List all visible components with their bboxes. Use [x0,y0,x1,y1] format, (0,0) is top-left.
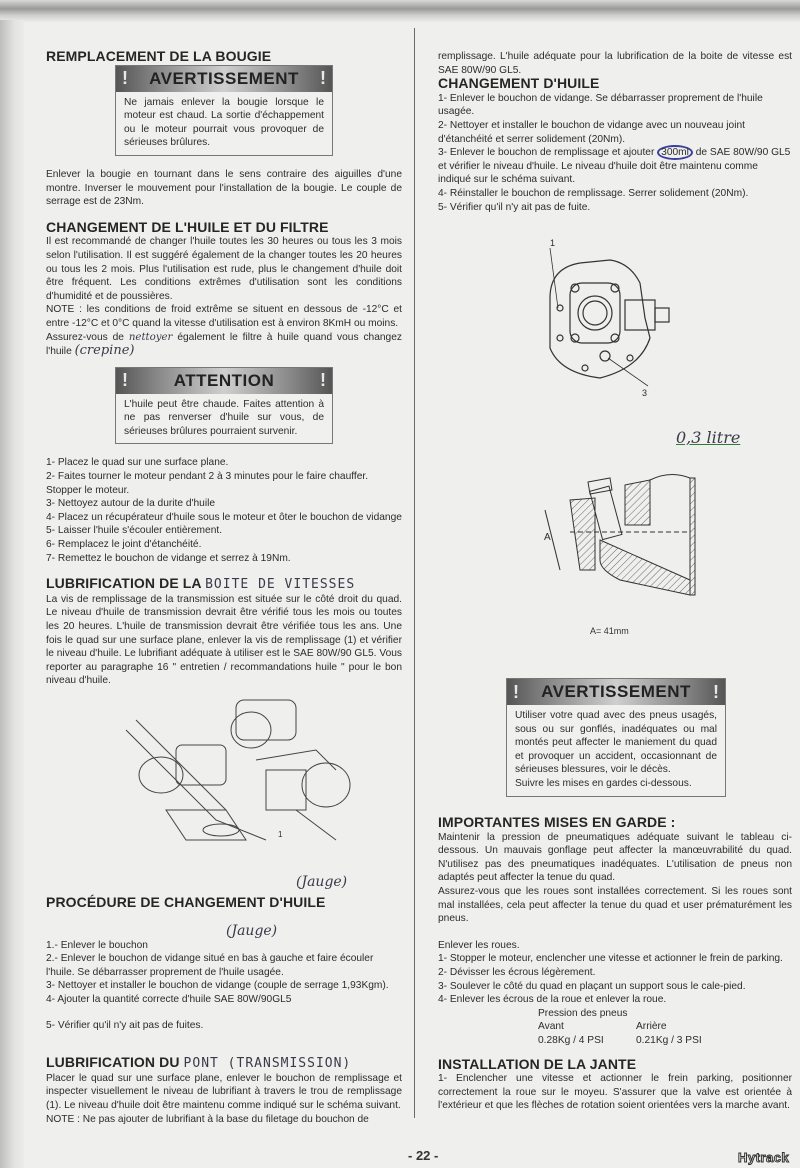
section-title: REMPLACEMENT DE LA BOUGIE [46,48,272,64]
rim-installation-section [438,1055,792,1113]
attention-header [116,368,332,394]
step: 3- Nettoyer et installer le bouchon de vidange (couple de serrage 1,93Kgm). [46,980,389,992]
circled-quantity: 300ml [657,145,693,160]
exclamation-icon: ! [122,67,128,88]
paragraph: Placer le quad sur une surface plane, enlever le bouchon de remplissage et inspecter visuellement le niveau de lubrifiant à travers le trou de remplissage (1). Le niveau d'huile doit être maintenu comme indiqué sur le schéma suivant. [46,1072,402,1111]
engine-drawing-icon [106,690,406,850]
paragraph: Enlever les roues. [438,939,520,951]
figure-label: 1 [550,238,556,248]
handwritten-annotation: (Jauge) [226,922,278,939]
paragraph: La vis de remplissage de la transmission est située sur le côté droit du quad. Le niveau d'huile de transmission devrait être vérifié tous les mois ou toutes les 20 heures. L'huile de transmission devrait être vérifiée tous les ans. Une fois le quad sur une surface plane, enlever la vis de remplissage (1) et vérifier le niveau d'huile. Le lubrifiant adéquate à utiliser est le SAE 80W/90 GL5. Vous reporter au paragraphe 16 " entretien / recommandations huile " pour le bon niveau d'huile. [46,593,402,687]
section-title: INSTALLATION DE LA JANTE [438,1055,637,1072]
paragraph: Maintenir la pression de pneumatiques adéquate suivant le tableau ci-dessous. Un mauvais gonflage peut affecter la manœuvrabilité du quad. N'utilisez pas des pneumatiques inadéquates. L'utilisation de pneus non adaptés peut affecter la tenue du quad. [438,831,792,884]
step: 2.- Enlever le bouchon de vidange situé en bas à gauche et faire écouler l'huile. Se débarrasser proprement de l'huile usagée. [46,953,374,978]
oil-change-section [438,77,792,214]
section-title: LUBRIFICATION DU PONT (TRANSMISSION) [46,1054,352,1072]
right-column-lower [438,816,792,1113]
note: NOTE : Ne pas ajouter de lubrifiant à la base du filetage du bouchon de [46,1113,369,1125]
step: 1- Stopper le moteur, enclencher une vitesse et actionner le frein de parking. [438,953,783,965]
column-header: Arrière [636,1021,667,1033]
section-title: CHANGEMENT DE L'HUILE ET DU FILTRE [46,218,329,235]
table-cell: 0.28Kg / 4 PSI [538,1034,604,1046]
step: 1- Enlever le bouchon de vidange. Se débarrasser proprement de l'huile usagée. [438,92,763,118]
scan-edge-left [0,20,24,1168]
paragraph: Assurez-vous que les roues sont installées correctement. Si les roues sont mal installées, cela peut affecter la tenue du quad et user prématurément les pneus. [438,885,792,925]
left-column [46,50,402,848]
step: 5- Laisser l'huile s'écouler entièrement. [46,525,223,537]
warning-text: Utiliser votre quad avec des pneus usagés, sous ou sur gonflés, inadéquates ou mal montés peut affecter le maniement du quad et provoquer un accident, occasionnant de sérieuses blessures, voir le décès. Suivre les mises en gardes ci-dessous. [515,710,717,789]
page-number: - 22 - [408,1148,439,1163]
left-column-lower [46,896,402,1126]
brand-logo: Hytrack [738,1150,790,1165]
step: 2- Nettoyer et installer le bouchon de vidange avec un nouveau joint d'étanchéité et serrer solidement (20Nm). [438,119,745,145]
column-divider [414,28,415,1118]
step: 3- Nettoyez autour de la durite d'huile [46,498,216,510]
oil-change-procedure-section [46,896,402,1032]
paragraph: Il est recommandé de changer l'huile toutes les 30 heures ou tous les 3 mois selon l'utilisation. Il est suggéré également de la changer toutes les 20 heures ou tous les 2 mois. Plus l'utilisation est rude, plus le changement d'huile doit être fréquent. Les conditions extrêmes d'utilisation sont les conditions d'humidité et de poussières. [46,236,402,302]
warning-title: AVERTISSEMENT [149,68,299,88]
step: 2- Dévisser les écrous légèrement. [438,966,596,978]
step: 4- Ajouter la quantité correcte d'huile SAE 80W/90GL5 [46,993,292,1005]
oil-filter-section [46,218,402,565]
figure-label: 3 [642,388,648,398]
exclamation-icon: ! [712,681,719,702]
table-title: Pression des pneus [538,1007,628,1019]
warning-header [116,66,332,92]
section-drawing-icon [540,470,760,610]
step: 3- Soulever le côté du quad en plaçant un support sous le cale-pied. [438,980,746,992]
handwritten-annotation: PONT (TRANSMISSION) [183,1056,352,1072]
step: 2- Faites tourner le moteur pendant 2 à 3 minutes pour le faire chauffer. Stopper le moteur. [46,471,369,496]
right-column [438,50,792,214]
gearbox-housing-figure [530,238,680,408]
note: NOTE : les conditions de froid extrême se situent en dessous de -12°C et entre -12°C et 0°C quand la vitesse d'utilisation est à environ 8KmH ou moins. [46,304,402,329]
section-title: IMPORTANTES MISES EN GARDE : [438,814,676,830]
filter-paragraph: Assurez-vous de nettoyer également le filtre à huile quand vous changez l'huile (crepine) [46,331,402,359]
oil-level-section-figure [540,470,760,610]
section-title: PROCÉDURE DE CHANGEMENT D'HUILE [46,894,326,910]
handwritten-quantity: 0,3 litre [676,428,741,447]
handwritten-annotation: BOITE DE VITESSES [205,577,356,593]
spark-plug-section [46,50,402,209]
step: 7- Remettez le bouchon de vidange et serrez à 19Nm. [46,552,291,564]
warning-header [507,679,725,705]
step: 1.- Enlever le bouchon [46,939,148,951]
warning-title: AVERTISSEMENT [541,682,691,701]
exclamation-icon: ! [122,369,128,390]
tire-warning-box [506,678,726,797]
attention-title: ATTENTION [173,370,275,390]
scan-edge-top [0,0,800,22]
engine-illustration [46,688,402,848]
exclamation-icon: ! [513,681,519,702]
section-label: A [544,532,551,543]
handwritten-annotation: (crepine) [74,343,135,359]
section-title: CHANGEMENT D'HUILE [438,75,600,92]
figure-label: 1 [278,829,283,839]
table-cell: 0.21Kg / 3 PSI [636,1034,702,1046]
steps-list [46,456,402,565]
column-header: Avant [538,1021,564,1033]
step: 4- Réinstaller le bouchon de remplissage. Serrer solidement (20Nm). [438,187,749,199]
steps-list [438,952,792,1006]
figure-caption: A= 41mm [590,626,629,636]
gearbox-drawing-icon [530,238,680,408]
step: 4- Placez un récupérateur d'huile sous le moteur et ôter le bouchon de vidange [46,511,402,523]
gearbox-section [46,577,402,848]
exclamation-icon: ! [319,369,326,390]
handwritten-annotation: (Jauge) [296,874,348,890]
handwritten-annotation: nettoyer [128,331,173,343]
step: 6- Remplacez le joint d'étanchéité. [46,539,202,551]
attention-box [115,367,333,445]
important-warnings-section [438,816,792,1048]
step: 1- Placez le quad sur une surface plane. [46,457,229,469]
paragraph: 1- Enclencher une vitesse et actionner le frein parking, positionner correctement la roue sur le moyeu. S'assurer que la valve est orientée à l'extérieur et que les flèches de rotation soient orientées vers la marche avant. [438,1073,792,1112]
axle-section [46,1056,402,1126]
step: 3- Enlever le bouchon de remplissage et ajouter 300ml de SAE 80W/90 GL5 et vérifier le niveau d'huile. Le niveau d'huile doit être maintenu comme indiqué sur le schéma suivant. [438,147,791,186]
step: 4- Enlever les écrous de la roue et enlever la roue. [438,994,667,1006]
attention-text: L'huile peut être chaude. Faites attention à ne pas renverser d'huile sur vous, de sérieuses brûlures pourraient survenir. [124,398,324,437]
step: 5- Vérifier qu'il n'y ait pas de fuites. [46,1019,204,1031]
steps-list [438,92,792,214]
tire-pressure-table [538,1007,792,1048]
warning-box [115,65,333,156]
steps-list [46,939,402,1033]
warning-text: Ne jamais enlever la bougie lorsque le moteur est chaud. La sortie d'échappement ou le moteur pourrait vous provoquer de sérieuses brûlures. [124,96,324,149]
paragraph: remplissage. L'huile adéquate pour la lubrification de la boite de vitesse est SAE 80W/90 GL5. [438,51,792,76]
paragraph: Enlever la bougie en tournant dans le sens contraire des aiguilles d'une montre. Inverser le mouvement pour l'installation de la bougie. Le couple de serrage est de 23Nm. [46,168,402,208]
section-title: LUBRIFICATION DE LA BOITE DE VITESSES [46,575,356,593]
exclamation-icon: ! [319,67,326,88]
step: 5- Vérifier qu'il n'y ait pas de fuite. [438,201,591,213]
